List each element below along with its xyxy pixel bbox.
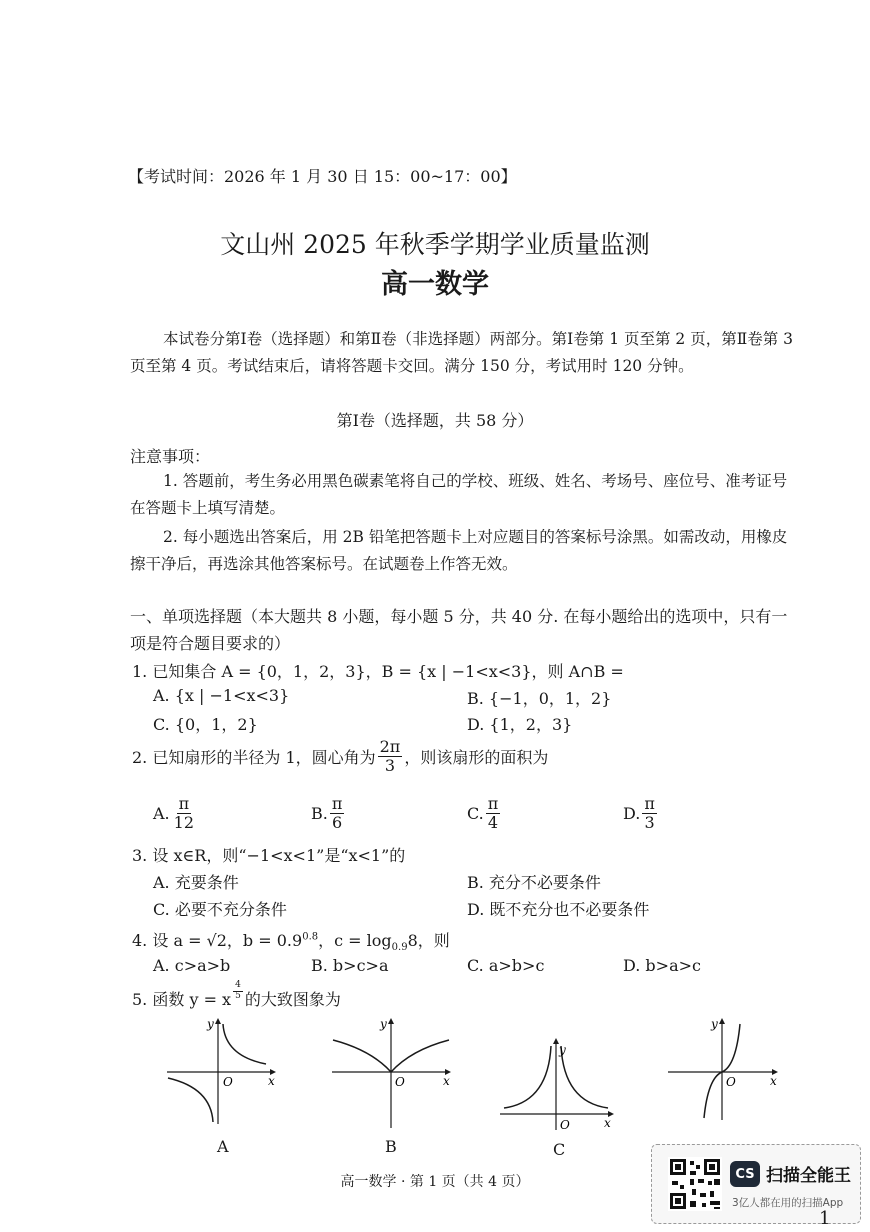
graph-d <box>664 1014 784 1124</box>
graph-c-y-label: y <box>559 1043 566 1057</box>
question-4-stem <box>132 928 450 953</box>
q1-option-d: D. {1，2，3} <box>467 715 573 734</box>
graph-c-label: C <box>553 1140 566 1159</box>
question-2-stem <box>132 738 548 774</box>
q2-option-a <box>153 795 198 831</box>
question-3-stem: 3. 设 x∈R，则“−1<x<1”是“x<1”的 <box>132 846 406 865</box>
graph-b-y-label: y <box>380 1017 387 1031</box>
q2-b-den: 6 <box>332 812 343 832</box>
q4-option-b: B. b>c>a <box>311 956 389 975</box>
brand-tagline: 3亿人都在用的扫描App <box>732 1197 844 1209</box>
q1-option-c: C. {0，1，2} <box>153 715 258 734</box>
q2-option-b-label: B. <box>311 803 328 823</box>
q3-option-a: A. 充要条件 <box>153 873 239 892</box>
graph-a-origin: O <box>223 1075 233 1089</box>
q3-option-d: D. 既不充分也不必要条件 <box>467 900 650 919</box>
section-title: 第Ⅰ卷（选择题，共 58 分） <box>336 411 534 430</box>
q2-option-c <box>467 795 502 831</box>
graph-a <box>162 1014 282 1134</box>
q2-b-num: π <box>331 794 343 813</box>
q2-option-d-label: D. <box>623 803 641 823</box>
q4-stem-mid: ，c = log <box>318 931 392 950</box>
graph-d-origin: O <box>726 1075 736 1089</box>
q3-option-c: C. 必要不充分条件 <box>153 900 287 919</box>
qr-code-icon <box>668 1157 722 1211</box>
q2-d-den: 3 <box>644 812 655 832</box>
graph-d-y-label: y <box>711 1017 718 1031</box>
q2-option-a-label: A. <box>153 803 170 823</box>
q2-d-num: π <box>644 794 655 813</box>
question-5-stem <box>132 980 341 1010</box>
q2-option-d-frac <box>642 795 657 831</box>
q4-stem-post: 8，则 <box>407 931 450 950</box>
q2-option-c-frac <box>486 795 501 831</box>
graph-c <box>496 1034 620 1134</box>
graph-b <box>327 1014 457 1134</box>
part-one-heading: 一、单项选择题（本大题共 8 小题，每小题 5 分，共 40 分. 在每小题给出的选项中，只有一项是符合题目要求的） <box>130 607 788 653</box>
q2-stem-pre: 2. 已知扇形的半径为 1，圆心角为 <box>132 747 376 767</box>
q2-c-den: 4 <box>487 812 499 832</box>
q2-option-b-frac <box>330 795 345 831</box>
graph-b-origin: O <box>395 1075 405 1089</box>
graph-a-x-label: x <box>268 1074 275 1088</box>
intro-paragraph: 本试卷分第Ⅰ卷（选择题）和第Ⅱ卷（非选择题）两部分。第Ⅰ卷第 1 页至第 2 页，第Ⅱ卷第 3 页至第 4 页。考试结束后，请将答题卡交回。满分 150 分，考试用时 120 分钟。 <box>130 330 794 375</box>
brand-name: 扫描全能王 <box>766 1166 851 1186</box>
q2-option-d <box>623 795 659 831</box>
q5-stem-pre: 5. 函数 y = x <box>132 990 232 1009</box>
question-1-stem: 1. 已知集合 A = {0，1，2，3}，B = {x | −1<x<3}，则 A∩B = <box>132 662 624 681</box>
q4-option-a: A. c>a>b <box>153 956 231 975</box>
graph-a-y-label: y <box>207 1017 214 1031</box>
graph-b-x-label: x <box>443 1074 450 1088</box>
q2-a-den: 12 <box>173 812 194 832</box>
q2-option-b <box>311 795 346 831</box>
graph-d-x-label: x <box>770 1074 777 1088</box>
q4-option-d: D. b>a>c <box>623 956 701 975</box>
q2-angle-den: 3 <box>384 755 396 775</box>
subject-title: 高一数学 <box>381 269 489 300</box>
notes-title: 注意事项： <box>130 447 211 466</box>
q2-c-num: π <box>487 794 499 813</box>
q1-option-b: B. {−1，0，1，2} <box>467 689 612 708</box>
q5-exponent <box>233 981 243 1002</box>
note-item-1: 1. 答题前，考生务必用黑色碳素笔将自己的学校、班级、姓名、考场号、座位号、准考证号在答题卡上填写清楚。 <box>130 472 788 517</box>
q4-log-base: 0.9 <box>391 942 408 954</box>
q2-option-a-frac <box>172 795 196 831</box>
graph-a-label: A <box>217 1137 229 1156</box>
q4-option-c: C. a>b>c <box>467 956 545 975</box>
exam-time: 【考试时间：2026 年 1 月 30 日 15：00~17：00】 <box>128 167 517 186</box>
q5-exp-den: 5 <box>235 991 241 1001</box>
q2-stem-post: ，则该扇形的面积为 <box>404 747 549 767</box>
graph-c-x-label: x <box>604 1116 611 1130</box>
q2-a-num: π <box>178 794 190 813</box>
q5-stem-post: 的大致图象为 <box>244 990 341 1009</box>
graph-c-origin: O <box>560 1118 570 1132</box>
q4-stem-pre: 4. 设 a = √2，b = 0.9 <box>132 931 303 950</box>
q3-option-b: B. 充分不必要条件 <box>467 873 601 892</box>
q2-angle-num: 2π <box>379 737 401 756</box>
camscanner-logo-icon: CS <box>730 1161 760 1187</box>
q1-option-a: A. {x | −1<x<3} <box>153 686 290 705</box>
corner-page-mark: 1 <box>819 1208 831 1229</box>
q5-exp-num: 4 <box>235 980 241 991</box>
q2-angle-fraction <box>378 738 403 774</box>
graph-b-label: B <box>385 1137 397 1156</box>
page-footer: 高一数学 · 第 1 页（共 4 页） <box>340 1174 530 1190</box>
q2-option-c-label: C. <box>467 803 484 823</box>
exam-title: 文山州 2025 年秋季学期学业质量监测 <box>220 230 650 259</box>
note-item-2: 2. 每小题选出答案后，用 2B 铅笔把答题卡上对应题目的答案标号涂黑。如需改动，用橡皮擦干净后，再选涂其他答案标号。在试题卷上作答无效。 <box>130 528 788 573</box>
q4-b-exponent: 0.8 <box>302 931 319 943</box>
